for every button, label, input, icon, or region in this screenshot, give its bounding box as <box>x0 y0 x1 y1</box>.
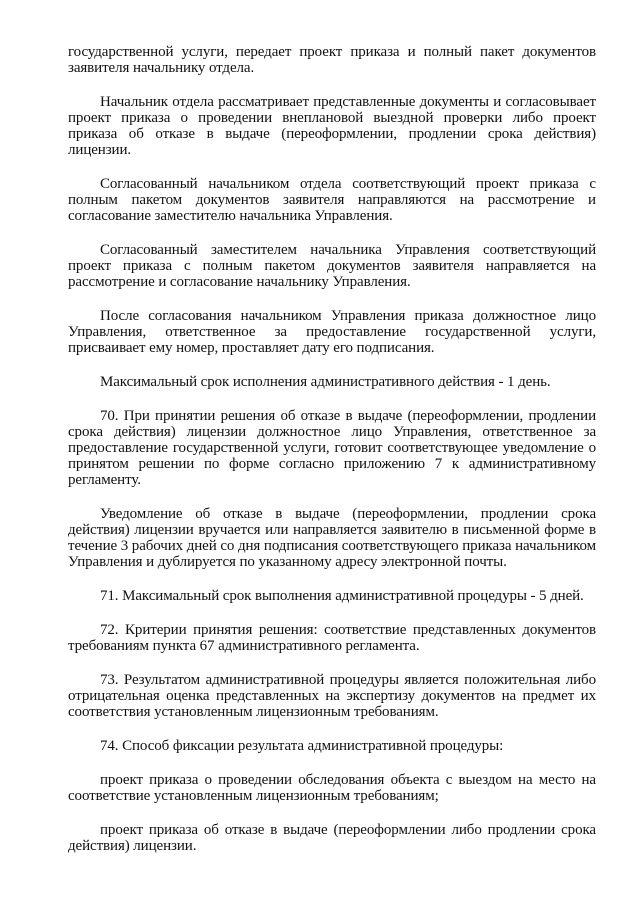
paragraph-inspection-order: проект приказа о проведении обследования объекта с выездом на место на соответствие установленным лицензионным требованиям; <box>68 772 596 804</box>
paragraph-refusal-order: проект приказа об отказе в выдаче (переоформлении либо продлении срока действия) лицензии. <box>68 822 596 854</box>
paragraph-item-70: 70. При принятии решения об отказе в выдаче (переоформлении, продлении срока действия) лицензии должностное лицо Управления, ответственное за предоставление государственной услуги, готовит соответствующее уведомление о принятом решении по форме согласно приложению 7 к административному регламенту. <box>68 408 596 488</box>
paragraph-max-action-term: Максимальный срок исполнения административного действия - 1 день. <box>100 374 551 390</box>
paragraph-item-74: 74. Способ фиксации результата административной процедуры: <box>100 738 504 754</box>
document-page <box>68 44 596 872</box>
paragraph-refusal-notice: Уведомление об отказе в выдаче (переоформлении, продлении срока действия) лицензии вручается или направляется заявителю в письменной форме в течение 3 рабочих дней со дня подписания соответствующего приказа начальником Управления и дублируется по указанному адресу электронной почты. <box>68 506 596 570</box>
paragraph-continuation: государственной услуги, передает проект приказа и полный пакет документов заявителя начальнику отдела. <box>68 44 596 76</box>
paragraph-deputy-approval: Согласованный начальником отдела соответствующий проект приказа с полным пакетом документов заявителя направляются на рассмотрение и согласование заместителю начальника Управления. <box>68 176 596 224</box>
paragraph-department-head-review: Начальник отдела рассматривает представленные документы и согласовывает проект приказа о проведении внеплановой выездной проверки либо проект приказа об отказе в выдаче (переоформлении, продлении срока действия) лицензии. <box>68 94 596 158</box>
paragraph-item-73: 73. Результатом административной процедуры является положительная либо отрицательная оценка представленных на экспертизу документов на предмет их соответствия установленным лицензионным требованиям. <box>68 672 596 720</box>
paragraph-order-numbering: После согласования начальником Управления приказа должностное лицо Управления, ответственное за предоставление государственной услуги, присваивает ему номер, проставляет дату его подписания. <box>68 308 596 356</box>
paragraph-item-71: 71. Максимальный срок выполнения административной процедуры - 5 дней. <box>100 588 584 604</box>
paragraph-item-72: 72. Критерии принятия решения: соответствие представленных документов требованиям пункта 67 административного регламента. <box>68 622 596 654</box>
paragraph-head-approval: Согласованный заместителем начальника Управления соответствующий проект приказа с полным пакетом документов заявителя направляется на рассмотрение и согласование начальнику Управления. <box>68 242 596 290</box>
